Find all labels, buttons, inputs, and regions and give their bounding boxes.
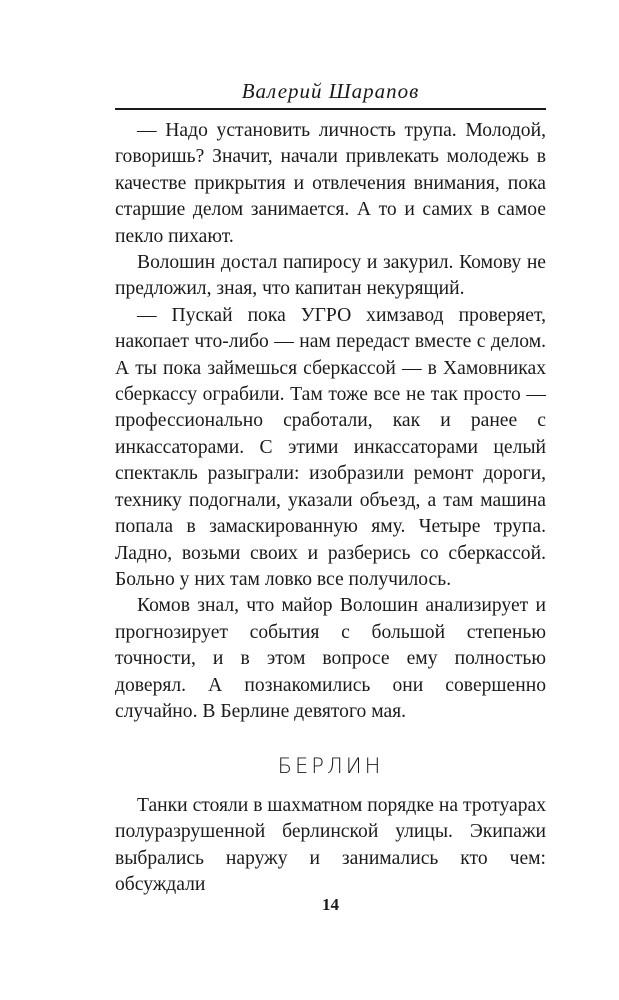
running-header-author: Валерий Шарапов — [241, 79, 420, 103]
body-text — [115, 118, 546, 725]
paragraph: — Пускай пока УГРО химзавод проверяет, накопает что-либо — нам передаст вместе с делом. А ты пока займешься сберкассой — в Хамовниках сберкассу ограбили. Там тоже все не так просто — профессионально сработали, как и ранее с инкассаторами. С этими инкассаторами целый спектакль разыграли: изобразили ремонт дороги, технику подогнали, указали объезд, а там машина попала в замаскированную яму. Четыре трупа. Ладно, возьми своих и разберись со сберкассой. Больно у них там ловко все получилось. — [115, 304, 546, 590]
page-number: 14 — [322, 895, 339, 914]
header-rule — [115, 108, 546, 110]
paragraph: — Надо установить личность трупа. Молодой, говоришь? Значит, начали привлекать молодежь в качестве прикрытия и отвлечения внимания, пока старшие делом занимается. А то и самих в самое пекло пихают. — [115, 120, 546, 247]
paragraph: Комов знал, что майор Волошин анализирует и прогнозирует события с большой степенью точности, и в этом вопросе ему полностью доверял. А познакомились они совершенно случайно. В Берлине девятого мая. — [115, 595, 546, 722]
paragraph: Танки стояли в шахматном порядке на тротуарах полуразрушенной берлинской улицы. Экипажи выбрались наружу и занимались кто чем: обсуждали — [115, 795, 546, 896]
section-body-text — [115, 793, 546, 899]
paragraph: Волошин достал папиросу и закурил. Комову не предложил, зная, что капитан некурящий. — [115, 252, 546, 300]
section-heading: БЕРЛИН — [277, 754, 384, 778]
